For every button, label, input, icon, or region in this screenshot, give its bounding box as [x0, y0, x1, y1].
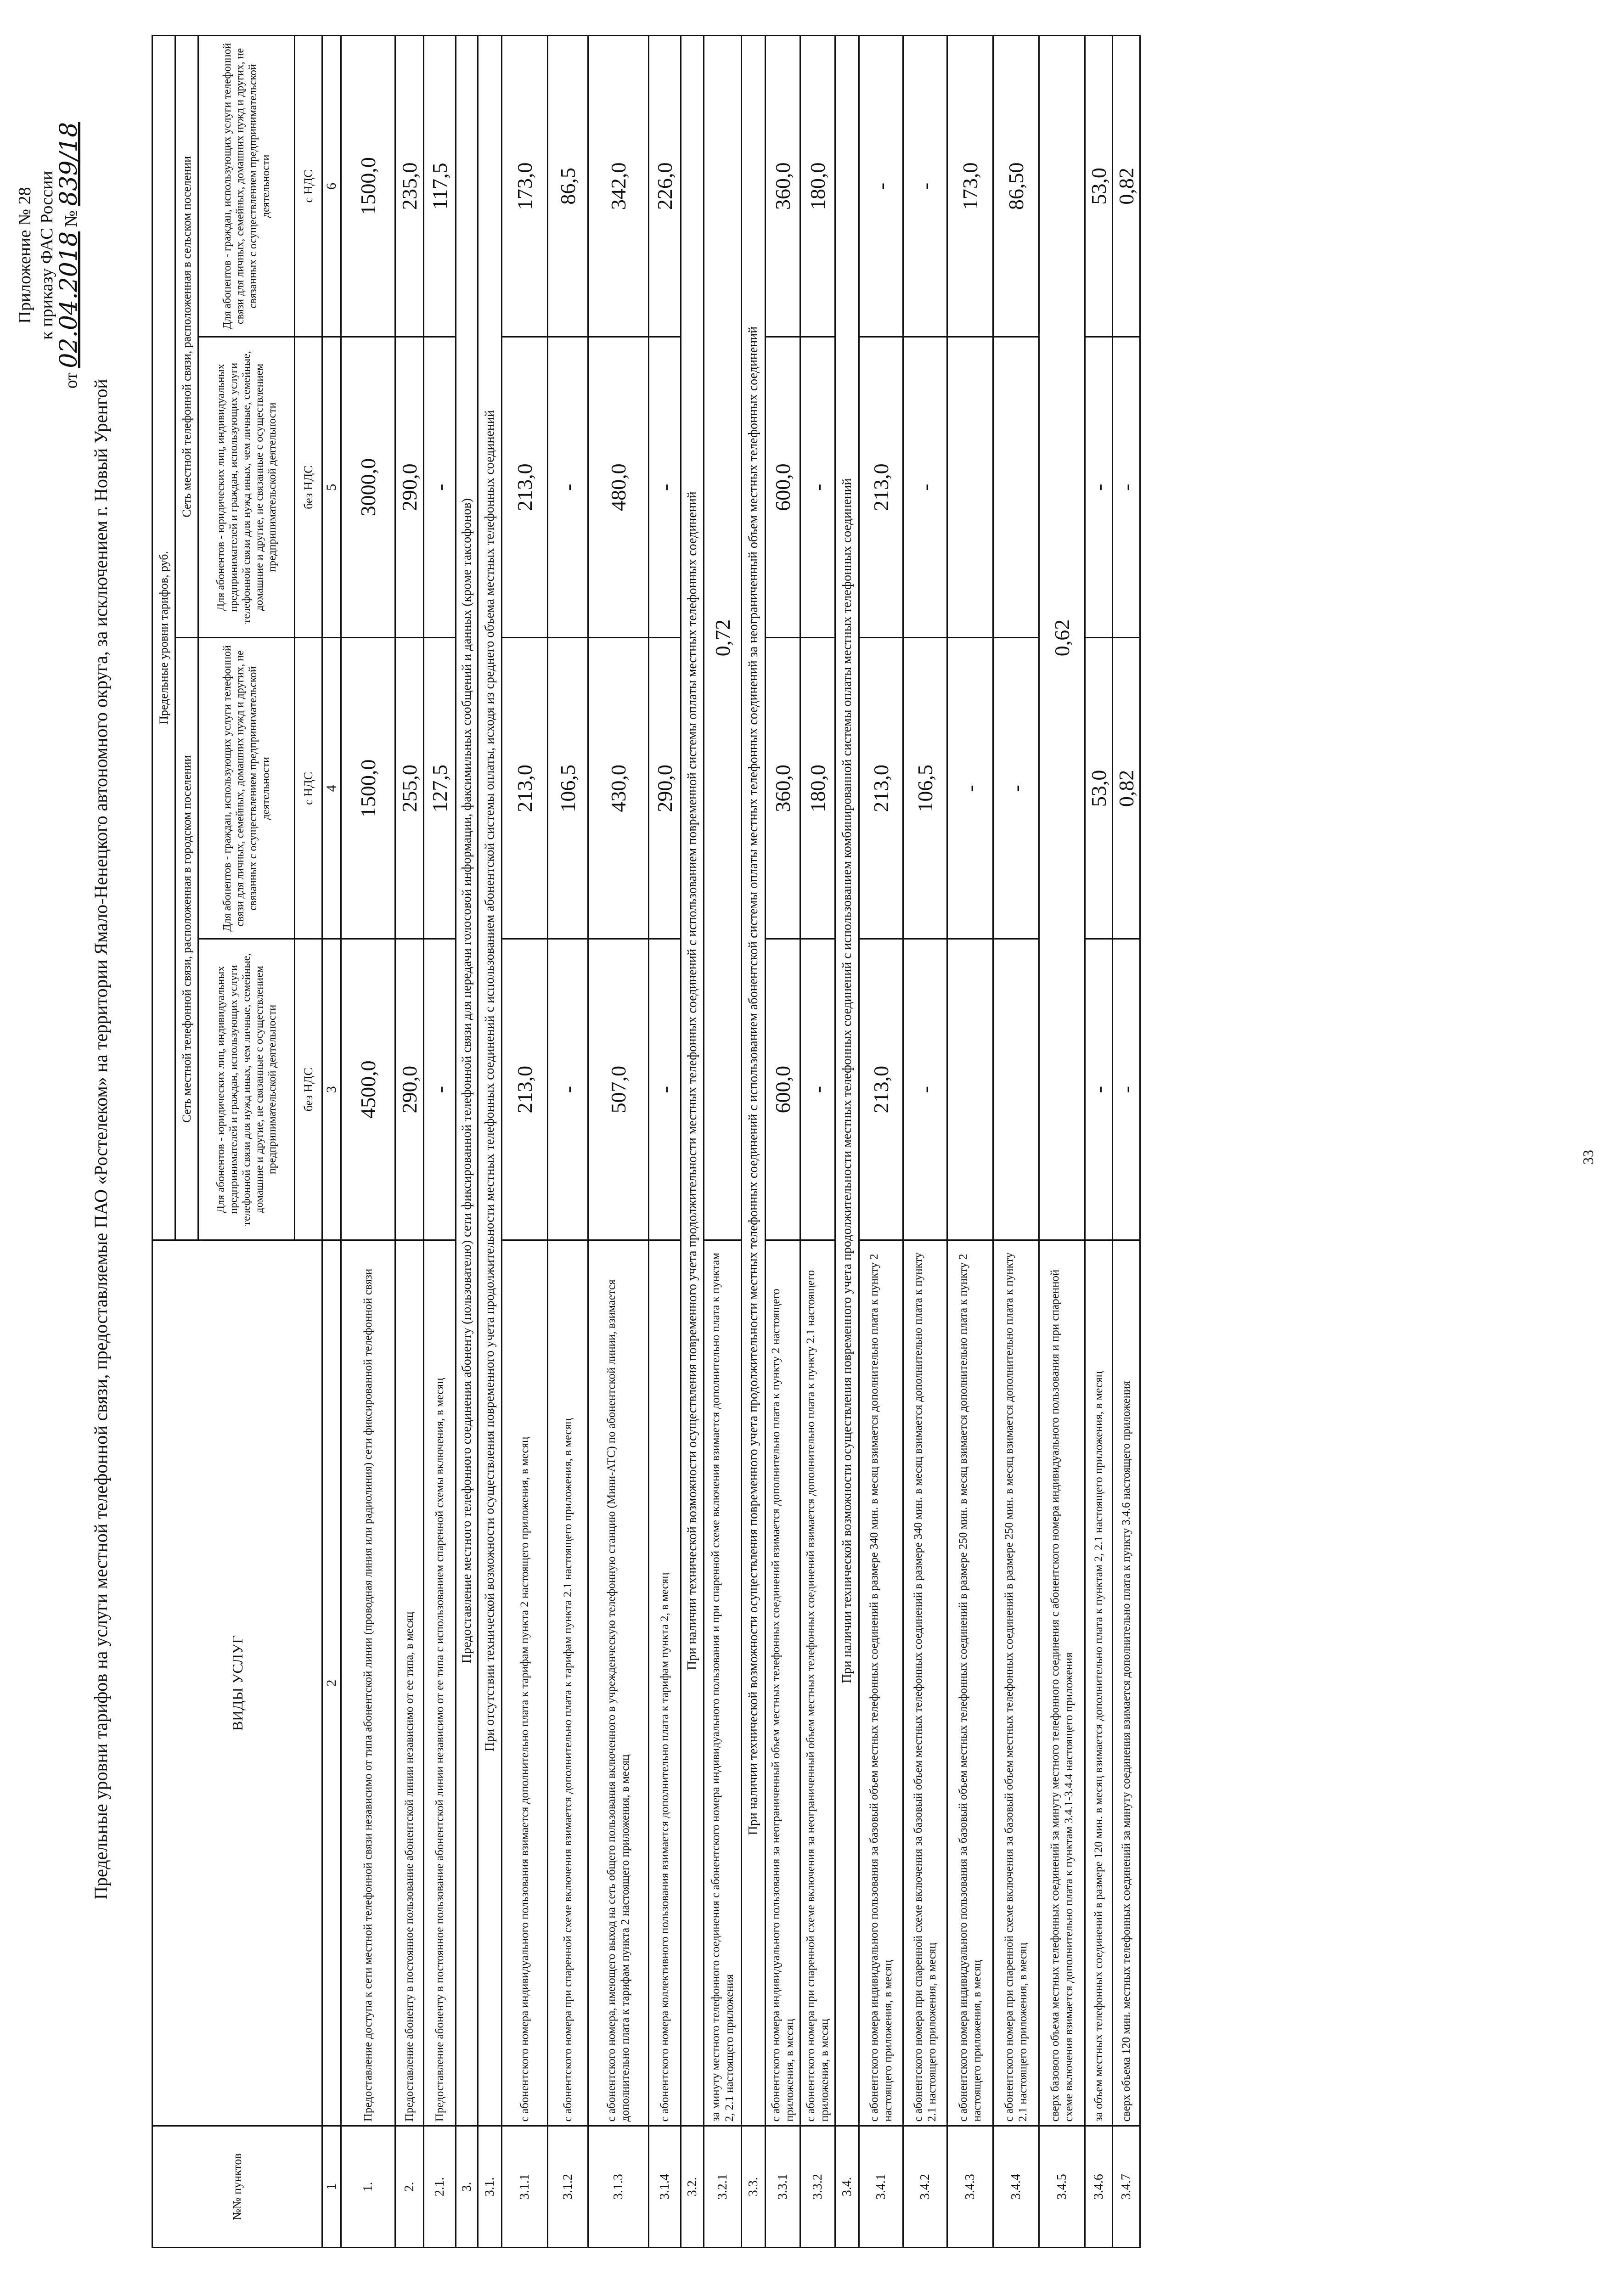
row-index: 3.1. — [478, 2126, 502, 2248]
order-date-line: от 02.04.2018 № 839/18 — [55, 122, 83, 389]
service-description: сверх объема 120 мин. местных телефонных соединений за минуту соединения взимается дополнительно плата к пункту 3.4.6 настоящего приложения — [1113, 1240, 1140, 2126]
row-index: 3.4.1 — [859, 2126, 903, 2248]
tariff-value: 290,0 — [395, 939, 424, 1240]
tariff-value: - — [800, 939, 835, 1240]
tariff-value: - — [1085, 337, 1113, 638]
row-index: 3.1.3 — [588, 2126, 649, 2248]
tariff-value: 127,5 — [424, 638, 456, 939]
tariff-value: 290,0 — [649, 638, 681, 939]
tariff-value: 360,0 — [766, 36, 800, 337]
table-row — [649, 36, 681, 2248]
tariff-value: - — [1085, 939, 1113, 1240]
table-row — [859, 36, 903, 2248]
row-index: 2. — [395, 2126, 424, 2248]
rural-citizen-header: Для абонентов - граждан, использующих услуги телефонной связи для личных, семейных, домашних нужд и других, не связанных с осуществлением предпринимательской деятельности — [198, 36, 295, 337]
row-index: 3.4.2 — [903, 2126, 947, 2248]
service-description: с абонентского номера индивидуального пользования за базовый объем местных телефонных соединений в размере 250 мин. в месяц взимается дополнительно плата к пункту 2 настоящего приложения, в месяц — [947, 1240, 993, 2126]
appendix-header — [14, 49, 82, 462]
table-row — [424, 36, 456, 2248]
service-description: с абонентского номера коллективного пользования взимается дополнительно плата к тарифам пункта 2, в месяц — [649, 1240, 681, 2126]
row-index: 3.1.1 — [502, 2126, 548, 2248]
vat-label: без НДС — [295, 939, 322, 1240]
row-index: 2.1. — [424, 2126, 456, 2248]
vat-label: с НДС — [295, 36, 322, 337]
section-heading: При наличии технической возможности осуществления повременного учета продолжительности местных телефонных соединений с использованием комбинированной системы оплаты местных телефонных соединений — [835, 36, 859, 2126]
vat-label: без НДС — [295, 337, 322, 638]
tariff-value: - — [1113, 337, 1140, 638]
tariff-value: 180,0 — [800, 36, 835, 337]
tariff-value: - — [1113, 939, 1140, 1240]
table-row — [341, 36, 395, 2248]
tariff-value: 360,0 — [766, 638, 800, 939]
service-description: за минуту местного телефонного соединения с абонентского номера индивидуального пользования и при спаренной схеме включения взимается дополнительно плата к пунктам 2, 2.1 настоящего приложения — [704, 1240, 742, 2126]
service-description: с абонентского номера индивидуального пользования за неограниченный объем местных телефонных соединений взимается дополнительно плата к пункту 2 настоящего приложения, в месяц — [766, 1240, 800, 2126]
tariff-value: 213,0 — [502, 939, 548, 1240]
table-row — [502, 36, 548, 2248]
tariff-value: - — [947, 638, 993, 939]
tariff-value: 106,5 — [548, 638, 588, 939]
tariff-value: 480,0 — [588, 337, 649, 638]
table-row — [548, 36, 588, 2248]
tariff-value: 0,82 — [1113, 638, 1140, 939]
row-index: 3.2. — [681, 2126, 704, 2248]
row-index: 3.4.6 — [1085, 2126, 1113, 2248]
row-index: 3.4.7 — [1113, 2126, 1140, 2248]
row-index: 3.3. — [742, 2126, 766, 2248]
service-description: за объем местных телефонных соединений в размере 120 мин. в месяц взимается дополнительно плата к пунктам 2, 2.1 настоящего приложения, в месяц — [1085, 1240, 1113, 2126]
section-heading: Предоставление местного телефонного соединения абоненту (пользователю) сети фиксированной телефонной связи для передачи голосовой информации, факсимильных сообщений и данных (кроме таксофонов) — [456, 36, 478, 2126]
tariff-value: 430,0 — [588, 638, 649, 939]
tariff-value: - — [548, 939, 588, 1240]
row-index: 3.4.3 — [947, 2126, 993, 2248]
tariff-value: 213,0 — [502, 638, 548, 939]
service-description: с абонентского номера при спаренной схеме включения за базовый объем местных телефонных соединений в размере 250 мин. в месяц взимается дополнительно плата к пункту 2.1 настоящего приложения, в месяц — [993, 1240, 1039, 2126]
service-description: Предоставление абоненту в постоянное пользование абонентской линии независимо от ее типа с использованием спаренной схемы включения, в месяц — [424, 1240, 456, 2126]
tariff-value: 180,0 — [800, 638, 835, 939]
handwritten-number: 839/18 — [55, 122, 83, 206]
order-line: к приказу ФАС России — [37, 171, 56, 340]
tariff-value — [993, 337, 1039, 638]
tariff-value: 4500,0 — [341, 939, 395, 1240]
tariff-value: 600,0 — [766, 337, 800, 638]
row-index: 3.2.1 — [704, 2126, 742, 2248]
row-index: 3.1.2 — [548, 2126, 588, 2248]
tariff-value: - — [424, 939, 456, 1240]
section-row — [742, 36, 766, 2248]
tariff-value: - — [649, 337, 681, 638]
tariff-value: 213,0 — [859, 337, 903, 638]
table-row — [588, 36, 649, 2248]
tariff-value — [947, 939, 993, 1240]
table-row — [395, 36, 424, 2248]
column-number: 3 — [322, 939, 341, 1240]
service-description: Предоставление абоненту в постоянное пользование абонентской линии независимо от ее типа, в месяц — [395, 1240, 424, 2126]
row-index: 3.1.4 — [649, 2126, 681, 2248]
urban-legal-header: Для абонентов - юридических лиц, индивидуальных предпринимателей и граждан, использующих услуги телефонной связи для нужд иных, чем личные, семейные, домашние и другие, не связанные с осуществлением предпринимательской деятельности — [198, 939, 295, 1240]
section-heading: При наличии технической возможности осуществления повременного учета продолжительности местных телефонных соединений с использованием абонентской системы оплаты местных телефонных соединений за неограниченный объем местных телефонных соединений — [742, 36, 766, 2126]
tariff-value: - — [424, 337, 456, 638]
rural-header: Сеть местной телефонной связи, расположенная в сельском поселении — [175, 36, 198, 638]
tariff-value: 117,5 — [424, 36, 456, 337]
service-description: сверх базового объема местных телефонных соединений за минуту местного телефонного соединения с абонентского номера индивидуального пользования и при спаренной схеме включения взимается дополнительно плата к пунктам 3.4.1-3.4.4 настоящего приложения — [1039, 1240, 1085, 2126]
tariff-rows — [341, 36, 1140, 2248]
urban-header: Сеть местной телефонной связи, расположенная в городском поселении — [175, 638, 198, 1240]
tariff-value: 106,5 — [903, 638, 947, 939]
col-num-header: №№ пунктов — [152, 2126, 322, 2248]
tariff-value: 1500,0 — [341, 638, 395, 939]
tariff-value: 600,0 — [766, 939, 800, 1240]
section-row — [456, 36, 478, 2248]
tariff-value: 53,0 — [1085, 638, 1113, 939]
column-number: 4 — [322, 638, 341, 939]
tariff-value: 507,0 — [588, 939, 649, 1240]
tariff-value: - — [548, 337, 588, 638]
tariff-value: 290,0 — [395, 337, 424, 638]
table-row — [1085, 36, 1113, 2248]
handwritten-date: 02.04.2018 — [55, 231, 83, 368]
section-heading: При наличии технической возможности осуществления повременного учета продолжительности местных телефонных соединений с использованием повременной системы оплаты местных телефонных соединений — [681, 36, 704, 2126]
tariff-value: - — [903, 939, 947, 1240]
tariff-table — [152, 35, 1141, 2248]
tariff-value: 86,50 — [993, 36, 1039, 337]
tariff-value — [993, 939, 1039, 1240]
table-row — [704, 36, 742, 2248]
tariff-value: - — [800, 337, 835, 638]
tariff-value: 235,0 — [395, 36, 424, 337]
tariff-value: 86,5 — [548, 36, 588, 337]
tariff-value: - — [903, 36, 947, 337]
table-row — [903, 36, 947, 2248]
table-row — [1113, 36, 1140, 2248]
tariff-value: 213,0 — [502, 337, 548, 638]
row-index: 3.3.1 — [766, 2126, 800, 2248]
service-description: с абонентского номера, имеющего выход на сеть общего пользования включенного в учрежденческую телефонную станцию (Мини-АТС) по абонентской линии, взимается дополнительно плата к тарифам пункта 2 настоящего приложения, в месяц — [588, 1240, 649, 2126]
tariff-value: 226,0 — [649, 36, 681, 337]
table-row — [947, 36, 993, 2248]
tariff-value: 0,82 — [1113, 36, 1140, 337]
column-number: 5 — [322, 337, 341, 638]
tariff-value: 342,0 — [588, 36, 649, 337]
tariff-value: 1500,0 — [341, 36, 395, 337]
page-number: 33 — [1580, 1150, 1596, 1165]
service-description: с абонентского номера при спаренной схеме включения за базовый объем местных телефонных соединений в размере 340 мин. в месяц взимается дополнительно плата к пункту 2.1 настоящего приложения, в месяц — [903, 1240, 947, 2126]
row-index: 3.4.5 — [1039, 2126, 1085, 2248]
col-service-header: ВИДЫ УСЛУГ — [152, 1240, 322, 2126]
tariff-value: - — [649, 939, 681, 1240]
column-number: 2 — [322, 1240, 341, 2126]
urban-citizen-header: Для абонентов - граждан, использующих услуги телефонной связи для личных, семейных, домашних нужд и других, не связанных с осуществлением предпринимательской деятельности — [198, 638, 295, 939]
table-row — [800, 36, 835, 2248]
column-number: 1 — [322, 2126, 341, 2248]
tariff-value: 53,0 — [1085, 36, 1113, 337]
tariff-value: 255,0 — [395, 638, 424, 939]
row-index: 3.3.2 — [800, 2126, 835, 2248]
tariff-value: 173,0 — [947, 36, 993, 337]
tariff-value-merged: 0,72 — [704, 36, 742, 1240]
column-number: 6 — [322, 36, 341, 337]
tariff-value: 3000,0 — [341, 337, 395, 638]
tariff-value: 173,0 — [502, 36, 548, 337]
row-index: 3.4.4 — [993, 2126, 1039, 2248]
appendix-title: Приложение № 28 — [15, 187, 34, 324]
limits-header: Предельные уровни тарифов, руб. — [152, 36, 175, 1240]
table-row — [766, 36, 800, 2248]
tariff-value: 213,0 — [859, 638, 903, 939]
section-row — [835, 36, 859, 2248]
vat-label: с НДС — [295, 638, 322, 939]
row-index: 3.4. — [835, 2126, 859, 2248]
tariff-value: - — [903, 337, 947, 638]
service-description: с абонентского номера при спаренной схеме включения взимается дополнительно плата к тарифам пункта 2.1 настоящего приложения, в месяц — [548, 1240, 588, 2126]
section-row — [478, 36, 502, 2248]
service-description: с абонентского номера индивидуального пользования за базовый объем местных телефонных соединений в размере 340 мин. в месяц взимается дополнительно плата к пункту 2 настоящего приложения, в месяц — [859, 1240, 903, 2126]
service-description: Предоставление доступа к сети местной телефонной связи независимо от типа абонентской линии (проводная линия или радиолиния) сети фиксированной телефонной связи — [341, 1240, 395, 2126]
section-row — [681, 36, 704, 2248]
tariff-value: 213,0 — [859, 939, 903, 1240]
table-row — [993, 36, 1039, 2248]
document-title: Предельные уровни тарифов на услуги местной телефонной связи, предоставляемые ПАО «Ростелеком» на территории Ямало-Ненецкого автономного округа, за исключением г. Новый Уренгой — [90, 379, 111, 1900]
service-description: с абонентского номера индивидуального пользования взимается дополнительно плата к тарифам пункта 2 настоящего приложения, в месяц — [502, 1240, 548, 2126]
tariff-value: - — [859, 36, 903, 337]
service-description: с абонентского номера при спаренной схеме включения за неограниченный объем местных телефонных соединений взимается дополнительно плата к пункту 2.1 настоящего приложения, в месяц — [800, 1240, 835, 2126]
row-index: 3. — [456, 2126, 478, 2248]
tariff-value — [947, 337, 993, 638]
table-row — [1039, 36, 1085, 2248]
tariff-value: - — [993, 638, 1039, 939]
section-heading: При отсутствии технической возможности осуществления повременного учета продолжительности местных телефонных соединений с использованием абонентской системы оплаты, исходя из среднего объема местных телефонных соединений — [478, 36, 502, 2126]
rural-legal-header: Для абонентов - юридических лиц, индивидуальных предпринимателей и граждан, использующих услуги телефонной связи для нужд иных, чем личные, семейные, домашние и другие, не связанные с осуществлением предпринимательской деятельности — [198, 337, 295, 638]
row-index: 1. — [341, 2126, 395, 2248]
tariff-value-merged: 0,62 — [1039, 36, 1085, 1240]
